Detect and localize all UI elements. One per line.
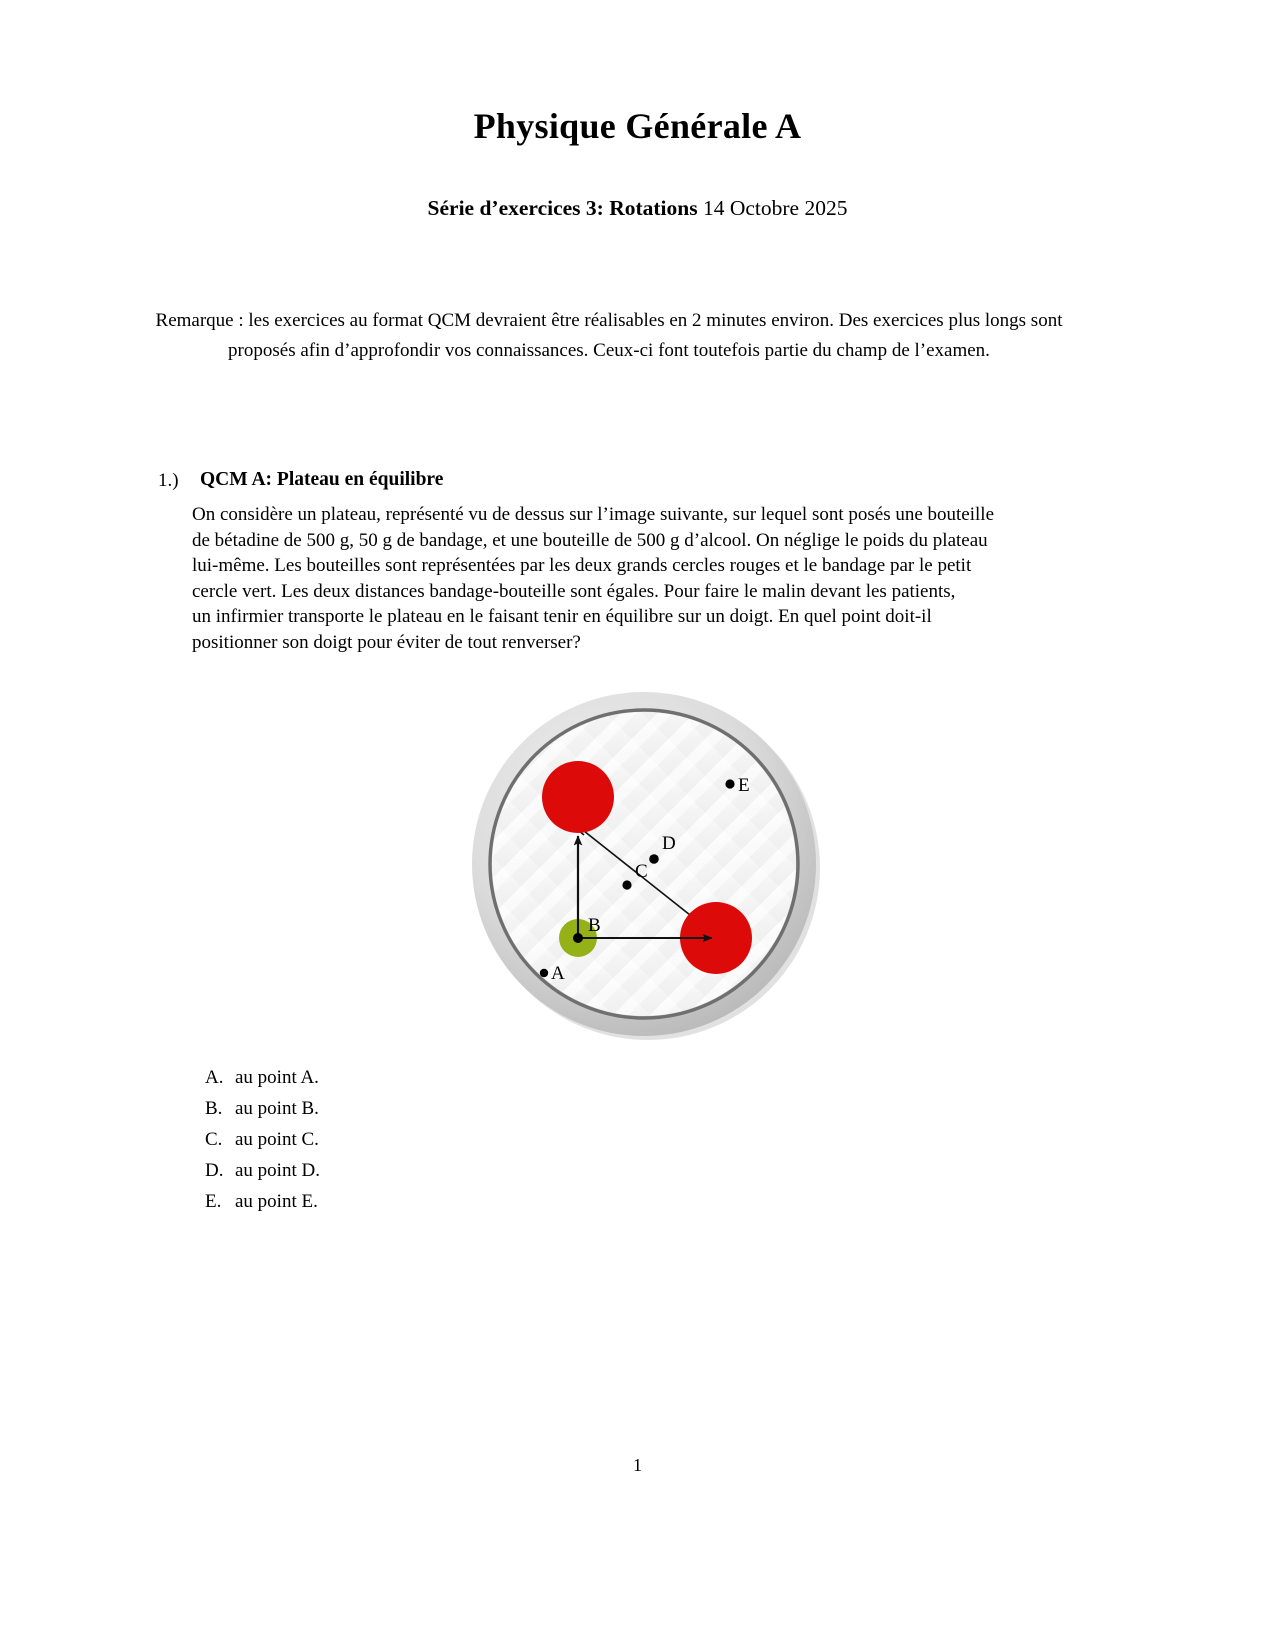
question-body-line: un infirmier transporte le plateau en le faisant tenir en équilibre sur un doigt. En quel point doit-il (192, 606, 932, 628)
answer-text-d: au point D. (235, 1160, 320, 1181)
point-B-label: B (588, 915, 601, 936)
remark-line-3: l’examen. (914, 340, 990, 361)
question-body-line: lui-même. Les bouteilles sont représentées par les deux grands cercles rouges et le bandage par le petit (192, 555, 972, 577)
tray-diagram-svg (466, 684, 822, 1040)
document-subtitle (0, 196, 1275, 221)
remark-line-2: longs sont proposés afin d’approfondir vos connaissances. Ceux-ci font toutefois partie du champ de (228, 310, 1063, 361)
answer-option-e[interactable] (205, 1186, 805, 1217)
question-body-line: de bétadine de 500 g, 50 g de bandage, et une bouteille de 500 g d’alcool. On néglige le poids du plateau (192, 529, 988, 551)
remark-paragraph (143, 306, 1075, 366)
answer-letter-c: C. (205, 1129, 223, 1150)
answer-options (205, 1062, 805, 1217)
answer-text-a: au point A. (235, 1067, 319, 1088)
answer-text-b: au point B. (235, 1098, 319, 1119)
point-A-dot (540, 969, 548, 977)
answer-option-d[interactable] (205, 1155, 805, 1186)
subtitle-date: 14 Octobre 2025 (697, 196, 848, 220)
point-C-label: C (635, 861, 648, 882)
question-body-line: positionner son doigt pour éviter de tout renverser? (192, 631, 581, 653)
answer-letter-d: D. (205, 1160, 224, 1181)
point-D-label: D (662, 833, 676, 854)
answer-letter-b: B. (205, 1098, 223, 1119)
page-title: Physique Générale A (473, 106, 802, 146)
point-C-dot (622, 880, 631, 889)
point-E-dot (725, 779, 734, 788)
question-number: 1.) (158, 470, 179, 491)
bottle-betadine (542, 761, 614, 833)
answer-text-c: au point C. (235, 1129, 319, 1150)
tray-diagram (466, 684, 822, 1040)
point-B-dot (573, 933, 583, 943)
point-A-label: A (551, 963, 565, 984)
answer-option-a[interactable] (205, 1062, 805, 1093)
subtitle-series-label: Série d’exercices 3: Rotations (427, 196, 698, 220)
point-E-label: E (738, 775, 750, 796)
question-body-line: cercle vert. Les deux distances bandage-bouteille sont égales. Pour faire le malin devant les patients, (192, 580, 956, 602)
answer-letter-e: E. (205, 1191, 222, 1212)
answer-text-e: au point E. (235, 1191, 318, 1212)
question-body (192, 502, 1076, 656)
question-body-line: On considère un plateau, représenté vu de dessus sur l’image suivante, sur lequel sont posés une bouteille (192, 504, 995, 525)
answer-option-b[interactable] (205, 1093, 805, 1124)
answer-letter-a: A. (205, 1067, 224, 1088)
question-heading: QCM A: Plateau en équilibre (200, 469, 444, 490)
remark-line-1: Remarque : les exercices au format QCM devraient être réalisables en 2 minutes environ. Des exercices plus (155, 310, 981, 331)
answer-option-c[interactable] (205, 1124, 805, 1155)
page-number: 1 (633, 1455, 642, 1475)
point-D-dot (649, 854, 659, 864)
